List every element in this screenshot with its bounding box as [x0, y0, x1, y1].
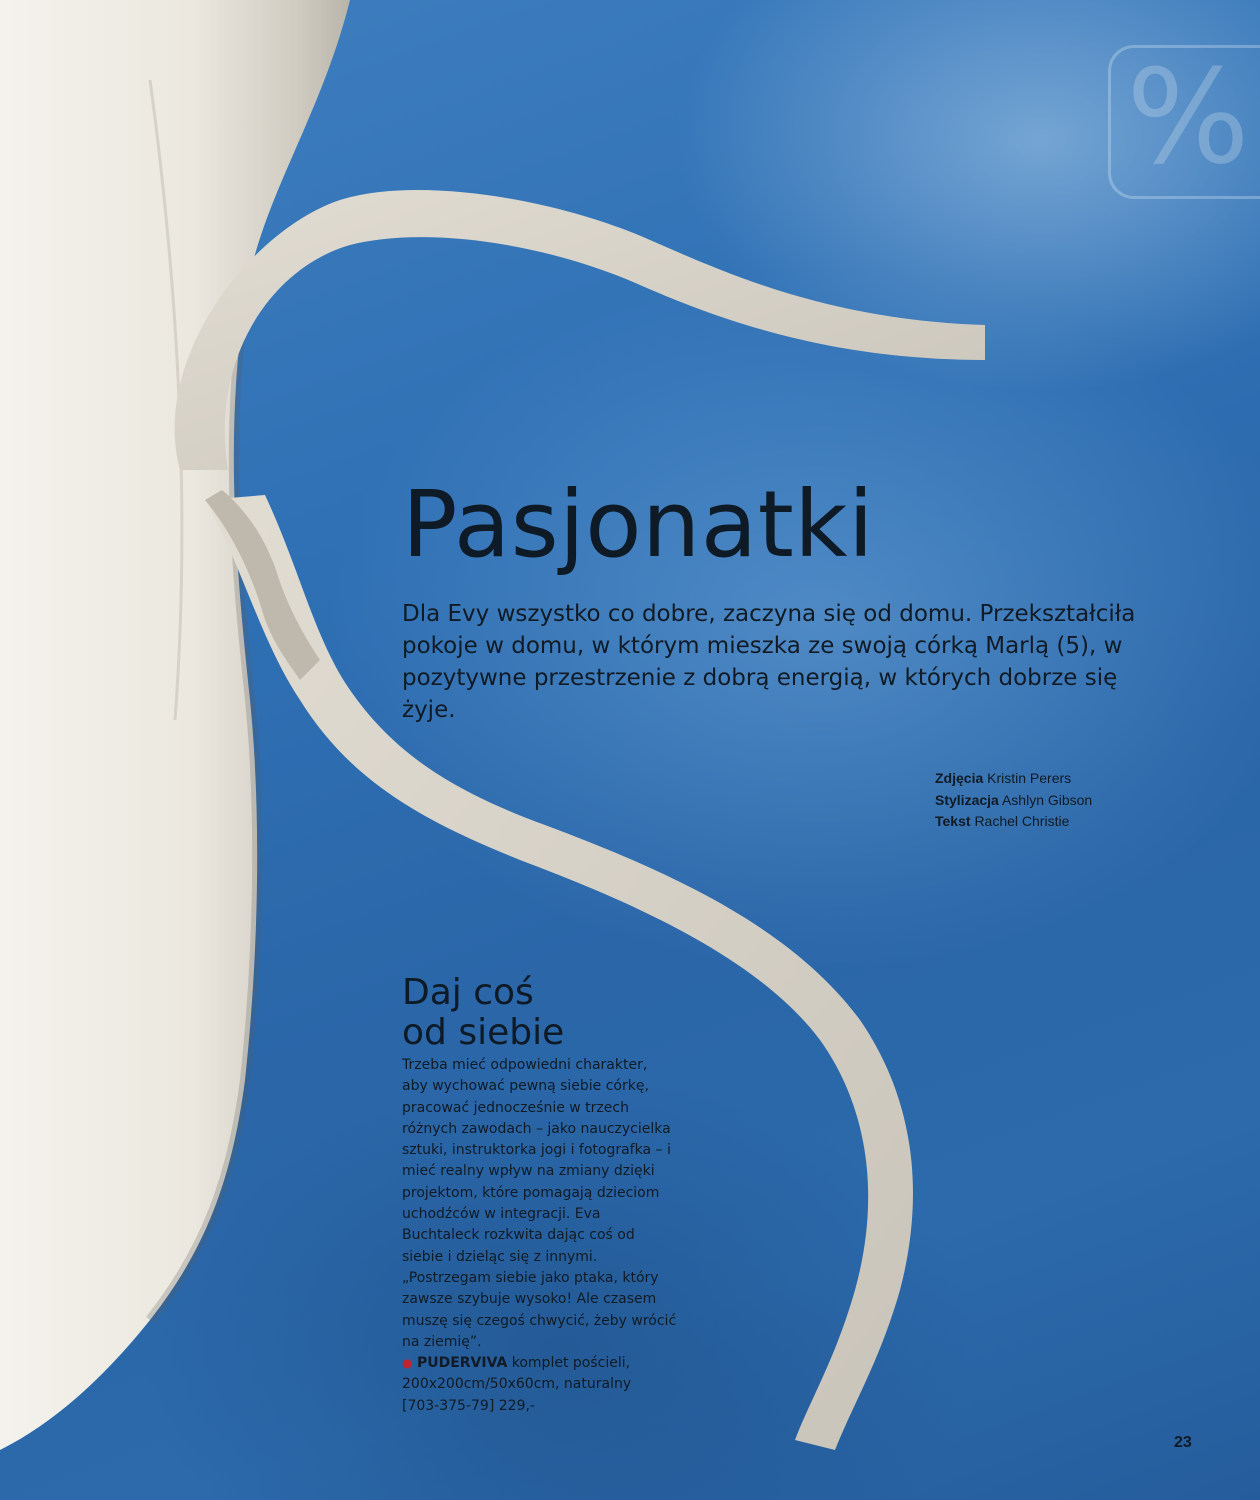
product-bullet: ● [402, 1356, 413, 1371]
credit-name: Kristin Perers [987, 770, 1072, 786]
credit-line [935, 790, 1092, 812]
page-title: Pasjonatki [402, 471, 875, 578]
product-price: 229,- [498, 1397, 535, 1414]
credit-name: Rachel Christie [974, 813, 1070, 829]
credit-role: Zdjęcia [935, 770, 984, 786]
pillow-fabric [0, 0, 350, 1450]
product-description: komplet pościeli, 200x200cm/50x60cm, naturalny [402, 1355, 632, 1393]
credit-line [935, 811, 1092, 833]
section-body [402, 1055, 677, 1417]
section-heading [402, 973, 564, 1053]
product-article: [703-375-79] [402, 1397, 495, 1414]
section-heading-line2: od siebie [402, 1012, 565, 1053]
credit-line [935, 768, 1092, 790]
credits [935, 768, 1092, 833]
section-text: Trzeba mieć odpowiedni charakter, aby wychować pewną siebie córkę, pracować jednocześnie w trzech różnych zawodach – jako nauczycielka sztuki, instruktorka jogi i fotografka – i mieć realny wpływ na zmiany dzięki projektom, które pomagają dzieciom uchodźców w integracji. Eva Buchtaleck rozkwita dając coś od siebie i dzieląc się z innymi. „Postrzegam siebie jako ptaka, który zawsze szybuje wysoko! Ale czasem muszę się czegoś chwycić, żeby wrócić na ziemię”. [402, 1057, 677, 1350]
credit-name: Ashlyn Gibson [1001, 791, 1093, 808]
section-heading-line1: Daj coś [402, 972, 534, 1013]
product-name: PUDERVIVA [416, 1355, 508, 1372]
ribbon-strap [175, 190, 985, 470]
credit-role: Stylizacja [935, 791, 999, 808]
page-number: 23 [1174, 1434, 1192, 1451]
product-info [402, 1353, 677, 1417]
percent-icon: % [1126, 41, 1250, 193]
credit-role: Tekst [935, 813, 971, 829]
lead-paragraph: Dla Evy wszystko co dobre, zaczyna się od domu. Przekształciła pokoje w domu, w którym mieszka ze swoją córką Marlą (5), w pozytywne przestrzenie z dobrą energią, w których dobrze się żyje. [402, 601, 1136, 723]
